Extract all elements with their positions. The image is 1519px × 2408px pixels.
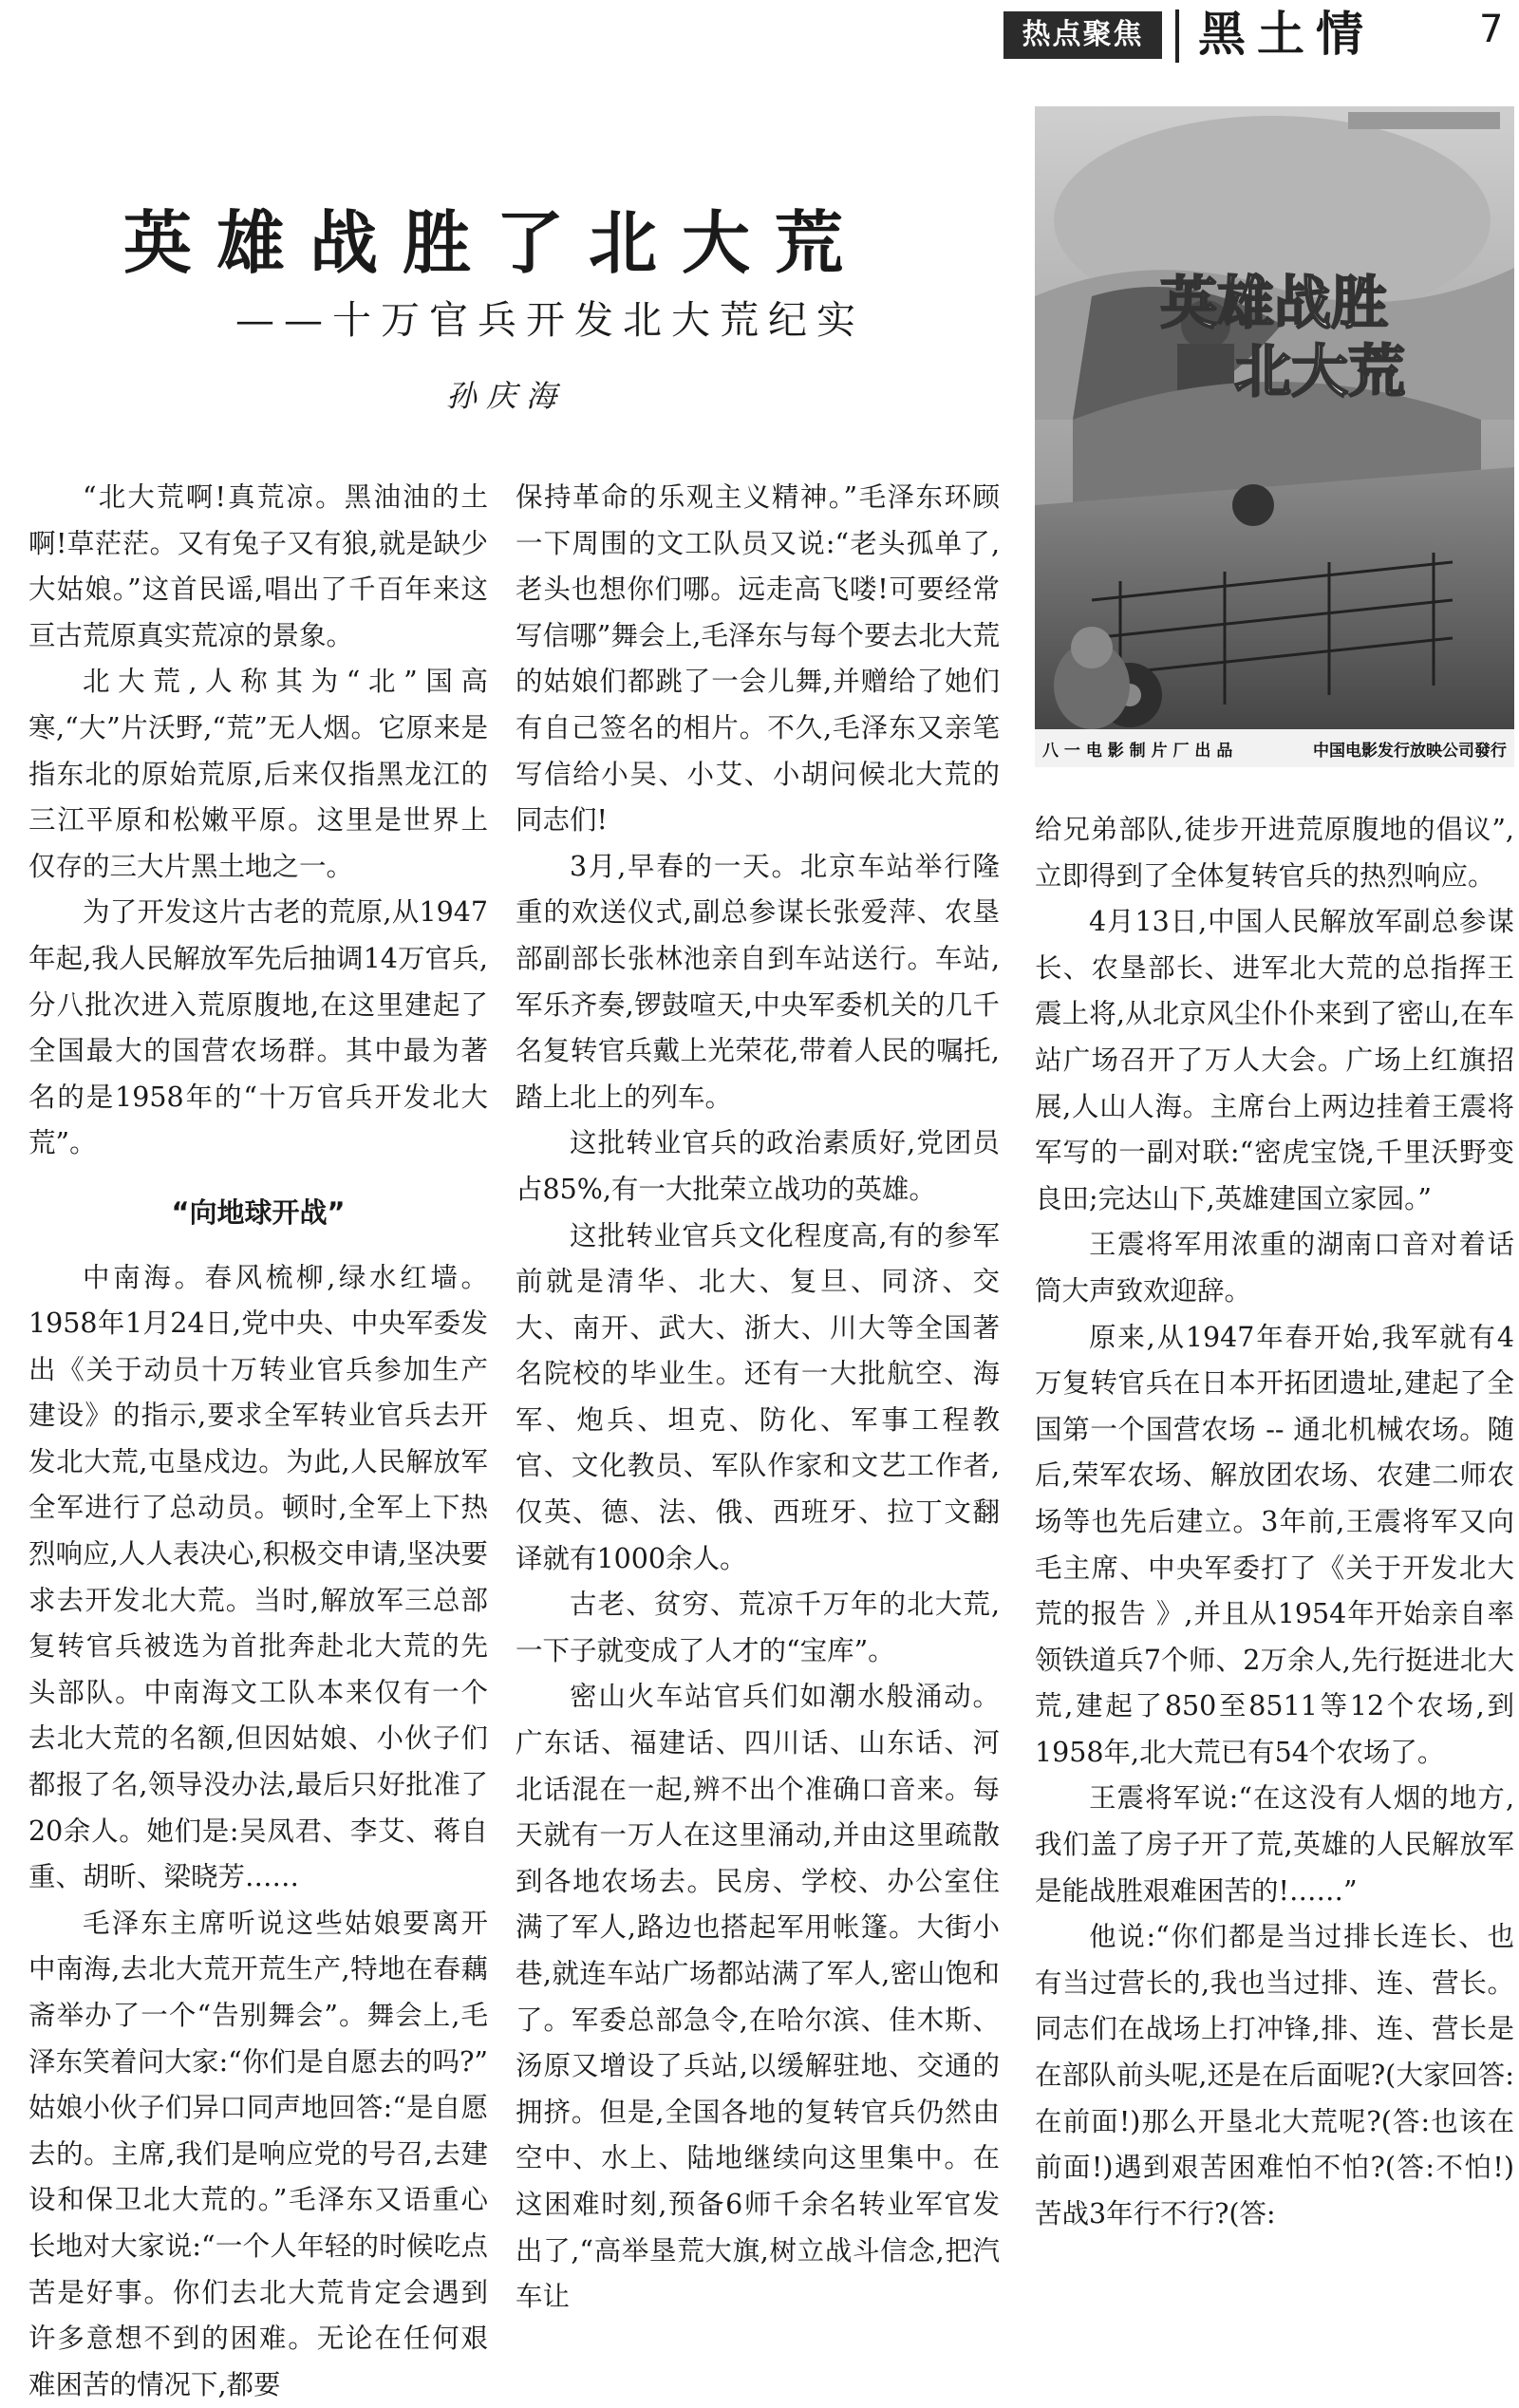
paragraph: 原来,从1947年春开始,我军就有4万复转官兵在日本开拓团遗址,建起了全国第一个国营农场 -- 通北机械农场。随后,荣军农场、解放团农场、农建二师农场等也先后建立。3年前,王震将军又向毛主席、中央军委打了《关于开发北大荒的报告 》,并且从1954年开始亲自率领铁道兵7个师、2万余人,先行挺进北大荒,建起了850至8511等12个农场,到1958年,北大荒已有54个农场了。	[1035, 1321, 1515, 1768]
article-column-3	[1035, 807, 1514, 2237]
paragraph: 王震将军说:“在这没有人烟的地方,我们盖了房子开了荒,英雄的人民解放军是能战胜艰难困苦的!……”	[1035, 1782, 1514, 1907]
publication-brand: 黑土情	[1198, 6, 1375, 62]
paragraph: 古老、贫穷、荒凉千万年的北大荒,一下子就变成了人才的“宝库”。	[516, 1589, 1000, 1666]
poster-credit-right: 中国电影发行放映公司發行	[1313, 741, 1507, 761]
paragraph: 王震将军用浓重的湖南口音对着话筒大声致欢迎辞。	[1035, 1229, 1514, 1307]
paragraph: 北大荒,人称其为“北”国高寒,“大”片沃野,“荒”无人烟。它原来是指东北的原始荒原,后来仅指黑龙江的三江平原和松嫩平原。这里是世界上仅存的三大片黑土地之一。	[28, 666, 488, 882]
paragraph: 密山火车站官兵们如潮水般涌动。广东话、福建话、四川话、山东话、河北话混在一起,辨不出个准确口音来。每天就有一万人在这里涌动,并由这里疏散到各地农场去。民房、学校、办公室住满了军人,路边也搭起军用帐篷。大街小巷,就连车站广场都站满了军人,密山饱和了。军委总部急令,在哈尔滨、佳木斯、汤原又增设了兵站,以缓解驻地、交通的拥挤。但是,全国各地的复转官兵仍然由空中、水上、陆地继续向这里集中。在这困难时刻,预备6师千余名转业军官发出了,“高举垦荒大旗,树立战斗信念,把汽车让	[516, 1681, 1000, 2313]
page-number: 7	[1479, 8, 1504, 51]
poster-credit-left: 八 一 电 影 制 片 厂 出 品	[1042, 741, 1233, 761]
article-author: 孙庆海	[446, 378, 567, 414]
paragraph: 保持革命的乐观主义精神。”毛泽东环顾一下周围的文工队员又说:“老头孤单了,老头也想你们哪。远走高飞喽!可要经常写信哪”舞会上,毛泽东与每个要去北大荒的姑娘们都跳了一会儿舞,并赠给了她们有自己签名的相片。不久,毛泽东又亲笔写信给小吴、小艾、小胡问候北大荒的同志们!	[516, 481, 1000, 837]
paragraph: 为了开发这片古老的荒原,从1947年起,我人民解放军先后抽调14万官兵,分八批次进入荒原腹地,在这里建起了全国最大的国营农场群。其中最为著名的是1958年的“十万官兵开发北大荒”。	[28, 896, 488, 1159]
paragraph: 4月13日,中国人民解放军副总参谋长、农垦部长、进军北大荒的总指挥王震上将,从北京风尘仆仆来到了密山,在车站广场召开了万人大会。广场上红旗招展,人山人海。主席台上两边挂着王震将军写的一副对联:“密虎宝饶,千里沃野变良田;完达山下,英雄建国立家园。”	[1035, 906, 1514, 1214]
poster-credits	[1035, 729, 1514, 767]
article-title: 英雄战胜了北大荒	[123, 203, 869, 283]
movie-poster-image	[1035, 106, 1514, 767]
paragraph: 毛泽东主席听说这些姑娘要离开中南海,去北大荒开荒生产,特地在春藕斋举办了一个“告别舞会”。舞会上,毛泽东笑着问大家:“你们是自愿去的吗?” 姑娘小伙子们异口同声地回答:“是自愿去的。主席,我们是响应党的号召,去建设和保卫北大荒的。”毛泽东又语重心长地对大家说:“一个人年轻的时候吃点苦是好事。你们去北大荒肯定会遇到许多意想不到的困难。无论在任何艰难困苦的情况下,都要	[28, 1907, 488, 2400]
poster-artwork	[1035, 106, 1514, 767]
poster-title-line2: 北大荒	[1234, 339, 1405, 405]
paragraph: 这批转业官兵文化程度高,有的参军前就是清华、北大、复旦、同济、交大、南开、武大、浙大、川大等全国著名院校的毕业生。还有一大批航空、海军、炮兵、坦克、防化、军事工程教官、文化教员、军队作家和文艺工作者,仅英、德、法、俄、西班牙、拉丁文翻译就有1000余人。	[516, 1219, 1000, 1574]
paragraph: 他说:“你们都是当过排长连长、也有当过营长的,我也当过排、连、营长。同志们在战场上打冲锋,排、连、营长是在部队前头呢,还是在后面呢?(大家回答:在前面!)那么开垦北大荒呢?(答:也该在前面!)遇到艰苦困难怕不怕?(答:不怕!)苦战3年行不行?(答:	[1035, 1921, 1514, 2229]
paragraph: 给兄弟部队,徒步开进荒原腹地的倡议”,立即得到了全体复转官兵的热烈响应。	[1035, 814, 1514, 892]
paragraph: 中南海。春风梳柳,绿水红墙。1958年1月24日,党中央、中央军委发出《关于动员十万转业官兵参加生产建设》的指示,要求全军转业官兵去开发北大荒,屯垦戍边。为此,人民解放军全军进行了总动员。顿时,全军上下热烈响应,人人表决心,积极交申请,坚决要求去开发北大荒。当时,解放军三总部复转官兵被选为首批奔赴北大荒的先头部队。中南海文工队本来仅有一个去北大荒的名额,但因姑娘、小伙子们都报了名,领导没办法,最后只好批准了20余人。她们是:吴凤君、李艾、蒋自重、胡昕、梁晓芳……	[28, 1261, 488, 1893]
section-tag: 热点聚焦	[1003, 11, 1162, 59]
paragraph: 3月,早春的一天。北京车站举行隆重的欢送仪式,副总参谋长张爱萍、农垦部副部长张林池亲自到车站送行。车站,军乐齐奏,锣鼓喧天,中央军委机关的几千名复转官兵戴上光荣花,带着人民的嘱托,踏上北上的列车。	[516, 850, 1000, 1113]
poster-title-line1: 英雄战胜	[1160, 271, 1388, 337]
header-divider	[1175, 9, 1179, 63]
article-column-1	[28, 475, 488, 2408]
paragraph: 这批转业官兵的政治素质好,党团员占85%,有一大批荣立战功的英雄。	[516, 1127, 1000, 1205]
article-subtitle: ——十万官兵开发北大荒纪实	[235, 297, 865, 343]
article-column-2	[516, 475, 1000, 2321]
section-heading: “向地球开战”	[171, 1195, 346, 1229]
paragraph: “北大荒啊!真荒凉。黑油油的土啊!草茫茫。又有兔子又有狼,就是缺少大姑娘。”这首民谣,唱出了千百年来这亘古荒原真实荒凉的景象。	[28, 481, 488, 651]
